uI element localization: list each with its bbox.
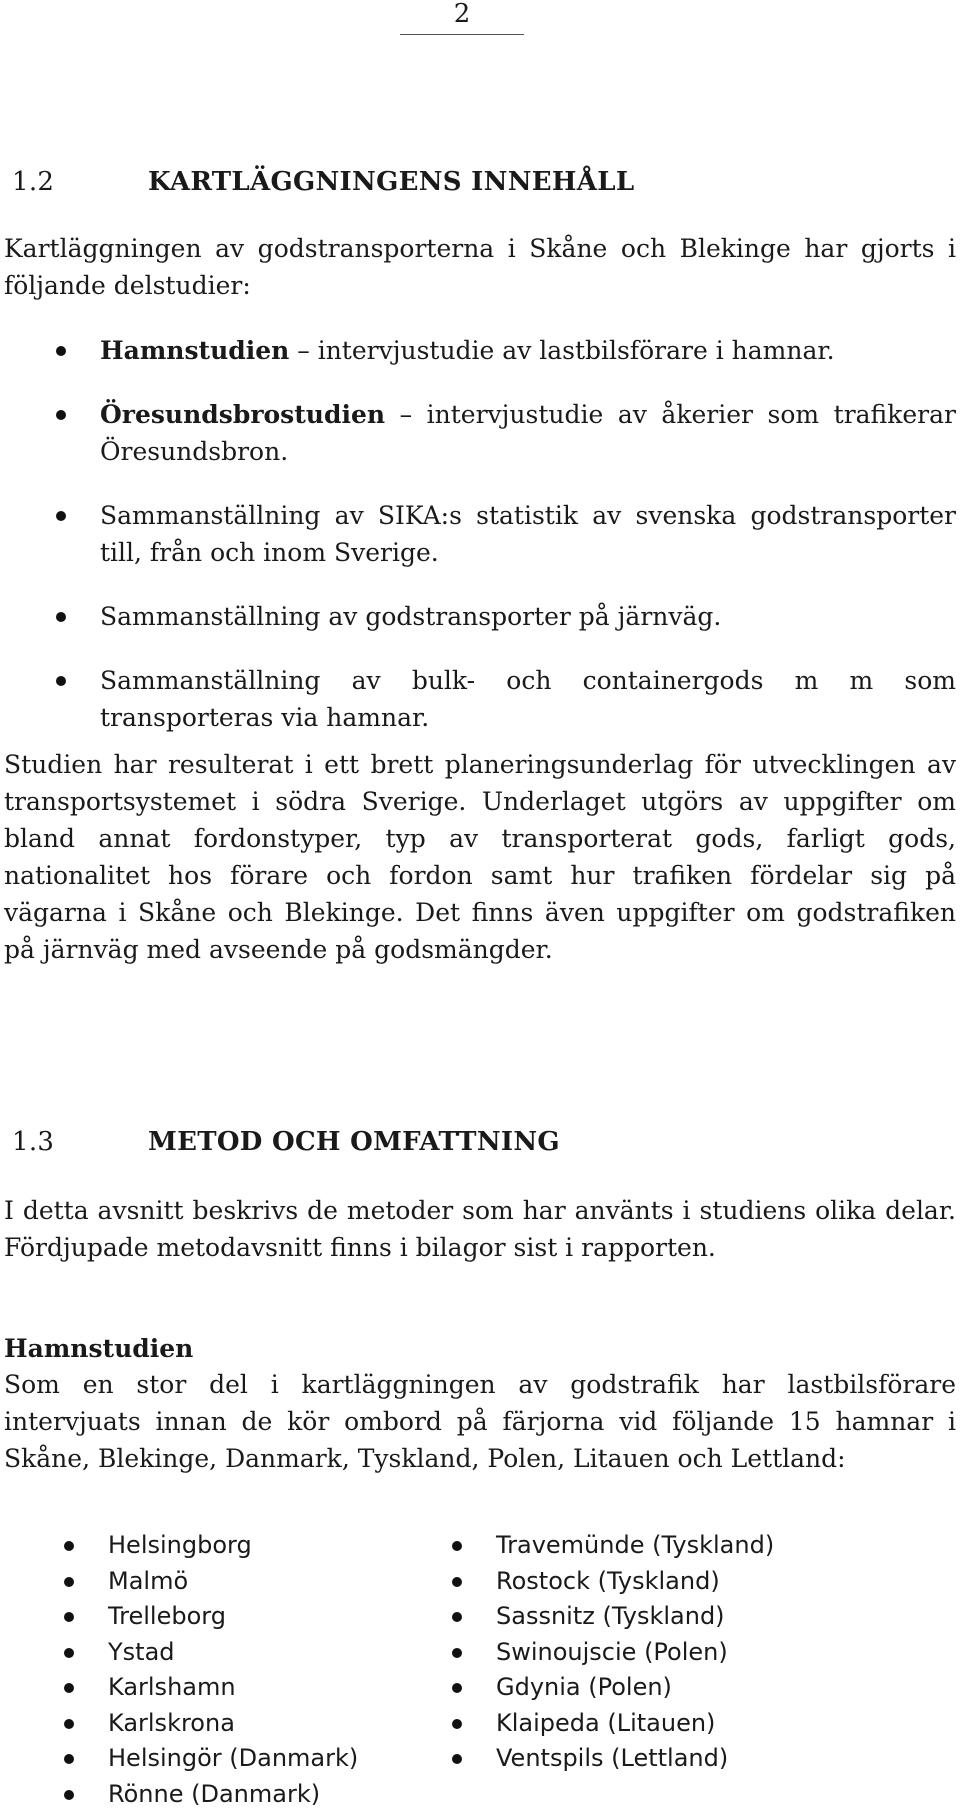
list-item <box>4 598 956 635</box>
list-item-text: – intervjustudie av lastbilsförare i hamnar. <box>289 336 835 365</box>
list-item <box>60 1528 358 1564</box>
bullet-icon <box>452 1719 462 1729</box>
port-name: Helsingör (Danmark) <box>108 1744 359 1772</box>
list-item <box>60 1706 358 1742</box>
port-name: Travemünde (Tyskland) <box>496 1531 775 1559</box>
bullet-icon <box>452 1683 462 1693</box>
port-name: Klaipeda (Litauen) <box>496 1708 716 1737</box>
list-item <box>4 662 956 736</box>
list-item <box>448 1741 774 1777</box>
list-item <box>4 497 956 571</box>
study-list <box>4 332 956 763</box>
list-item <box>448 1635 774 1671</box>
list-item <box>60 1670 358 1706</box>
section-intro: Kartläggningen av godstransporterna i Skåne och Blekinge har gjorts i följande delstudier: <box>4 234 956 300</box>
port-name: Karlshamn <box>108 1673 236 1701</box>
port-name: Ventspils (Lettland) <box>496 1744 729 1772</box>
list-item <box>60 1635 358 1671</box>
list-item <box>60 1564 358 1600</box>
list-item <box>4 396 956 470</box>
subheading-hamnstudien: Hamnstudien <box>4 1334 194 1363</box>
bullet-icon <box>64 1683 74 1693</box>
list-item <box>60 1599 358 1635</box>
list-item <box>60 1741 358 1777</box>
section-summary: Studien har resulterat i ett brett planeringsunderlag för utvecklingen av transportsystemet i södra Sverige. Underlaget utgörs av uppgifter om bland annat fordonstyper, typ av transporterat gods, farligt gods, nationalitet hos förare och fordon samt hur trafiken fördelar sig på vägarna i Skåne och Blekinge. Det finns även uppgifter om godstrafiken på järnväg med avseende på godsmängder. <box>4 750 956 964</box>
port-list-right <box>448 1528 774 1777</box>
list-item <box>60 1777 358 1813</box>
bullet-icon <box>452 1541 462 1551</box>
port-name: Trelleborg <box>108 1602 226 1630</box>
port-name: Ystad <box>108 1637 175 1666</box>
bullet-icon <box>452 1577 462 1587</box>
bullet-icon <box>64 1790 74 1800</box>
list-item <box>448 1670 774 1706</box>
port-name: Rönne (Danmark) <box>108 1779 321 1808</box>
list-item <box>448 1564 774 1600</box>
list-item <box>448 1706 774 1742</box>
page-number: 2 <box>453 0 471 29</box>
header-rule <box>400 34 524 35</box>
port-name: Karlskrona <box>108 1708 235 1737</box>
bullet-icon <box>56 612 66 622</box>
list-item <box>448 1599 774 1635</box>
list-item-text: – intervjustudie av åkerier som trafikerar Öresundsbron. <box>100 400 956 466</box>
list-item-lead: Öresundsbrostudien <box>100 400 386 429</box>
list-item-lead: Hamnstudien <box>100 336 290 365</box>
bullet-icon <box>452 1754 462 1764</box>
bullet-icon <box>56 346 66 356</box>
bullet-icon <box>56 511 66 521</box>
section-number: 1.2 <box>12 167 55 197</box>
bullet-icon <box>64 1719 74 1729</box>
bullet-icon <box>64 1754 74 1764</box>
section-heading-1-2 <box>4 164 956 200</box>
section-title: METOD OCH OMFATTNING <box>148 1127 560 1157</box>
bullet-icon <box>64 1648 74 1658</box>
list-item <box>448 1528 774 1564</box>
list-item-text: Sammanställning av godstransporter på järnväg. <box>100 602 722 631</box>
section-title: KARTLÄGGNINGENS INNEHÅLL <box>148 167 635 197</box>
port-name: Swinoujscie (Polen) <box>496 1637 728 1666</box>
port-list-left <box>60 1528 358 1812</box>
list-item <box>4 332 956 369</box>
bullet-icon <box>64 1541 74 1551</box>
list-item-text: Sammanställning av bulk- och containergods m m som transporteras via hamnar. <box>100 666 956 732</box>
port-name: Rostock (Tyskland) <box>496 1566 720 1595</box>
port-name: Gdynia (Polen) <box>496 1673 672 1701</box>
port-name: Helsingborg <box>108 1531 252 1559</box>
bullet-icon <box>56 676 66 686</box>
bullet-icon <box>452 1612 462 1622</box>
port-name: Sassnitz (Tyskland) <box>496 1602 725 1630</box>
hamnstudien-body: Som en stor del i kartläggningen av godstrafik har lastbilsförare intervjuats innan de kör ombord på färjorna vid följande 15 hamnar i Skåne, Blekinge, Danmark, Tyskland, Polen, Litauen och Lettland: <box>4 1370 956 1473</box>
bullet-icon <box>452 1648 462 1658</box>
section-number: 1.3 <box>12 1127 55 1157</box>
section-intro: I detta avsnitt beskrivs de metoder som har använts i studiens olika delar. Fördjupade metodavsnitt finns i bilagor sist i rapporten. <box>4 1196 956 1262</box>
bullet-icon <box>64 1577 74 1587</box>
port-name: Malmö <box>108 1566 189 1595</box>
section-heading-1-3 <box>4 1124 956 1160</box>
bullet-icon <box>56 410 66 420</box>
bullet-icon <box>64 1612 74 1622</box>
list-item-text: Sammanställning av SIKA:s statistik av svenska godstransporter till, från och inom Sverige. <box>100 501 956 567</box>
